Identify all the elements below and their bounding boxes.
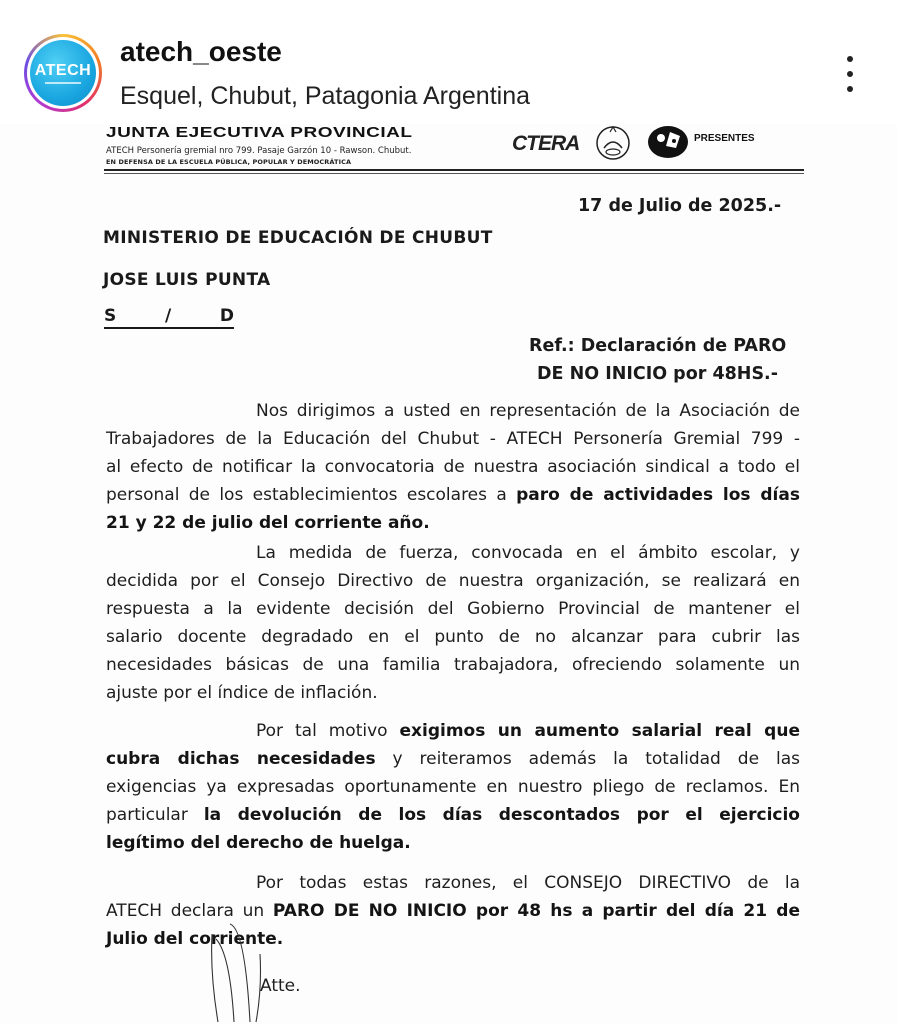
letter-date: 17 de Julio de 2025.- [578, 196, 782, 216]
letterhead-address: ATECH Personería gremial nro 799. Pasaje Garzón 10 - Rawson. Chubut. [106, 146, 412, 156]
paragraph-1: Nos dirigimos a usted en representación de la Asociación de Trabajadores de la Educación del Chubut - ATECH Personería Gremial 799 - al efecto de notificar la convocatoria de nuestra asociación sindical a todo el personal de los establecimientos escolares a paro de actividades los días 21 y 22 de julio del corriente año. [106, 401, 800, 533]
letterhead-divider [104, 169, 804, 171]
reference-line-2: DE NO INICIO por 48HS.- [537, 364, 778, 384]
paragraph-2: La medida de fuerza, convocada en el ámbito escolar, y decidida por el Consejo Directivo de nuestra organización, se realizará en respuesta a la evidente decisión del Gobierno Provincial de mantener el salario docente degradado en el punto de no alcanzar para cubrir las necesidades básicas de una familia trabajadora, ofreciendo solamente un ajuste por el índice de inflación. [106, 543, 800, 703]
post-image-document[interactable] [0, 124, 897, 1024]
story-ring[interactable] [24, 34, 102, 112]
username[interactable]: atech_oeste [120, 36, 282, 67]
location-link[interactable]: Esquel, Chubut, Patagonia Argentina [120, 82, 531, 110]
post-header [0, 0, 897, 124]
avatar-logo-text: ATECH [34, 62, 92, 79]
paragraph-3: Por tal motivo exigimos un aumento salarial real que cubra dichas necesidades y reiteramos además la totalidad de las exigencias ya expresadas oportunamente en nuestro pliego de reclamos. En particular la devolución de los días descontados por el ejercicio legítimo del derecho de huelga. [106, 721, 800, 853]
paragraph-4: Por todas estas razones, el CONSEJO DIRECTIVO de la ATECH declara un PARO DE NO INICIO por 48 hs a partir del día 21 de Julio del corriente. [106, 873, 800, 949]
su-despacho: S / D [104, 306, 234, 329]
recipient-name: JOSE LUIS PUNTA [103, 270, 271, 290]
avatar[interactable] [30, 40, 96, 106]
letterhead-slogan: EN DEFENSA DE LA ESCUELA PÚBLICA, POPULAR Y DEMOCRÁTICA [106, 158, 352, 166]
ctera-logo: CTERA [512, 132, 580, 155]
recipient-ministry: MINISTERIO DE EDUCACIÓN DE CHUBUT [103, 228, 493, 248]
closing-atte: Atte. [260, 976, 301, 996]
agua-de-oro-logo [594, 124, 632, 162]
presentes-text: PRESENTES [694, 133, 755, 144]
more-options-icon[interactable] [838, 56, 862, 92]
reference-line-1: Ref.: Declaración de PARO [529, 336, 787, 356]
presentes-emblem [646, 124, 690, 160]
handwritten-signature [190, 894, 310, 1024]
letterhead-title: JUNTA EJECUTIVA PROVINCIAL [106, 124, 413, 141]
